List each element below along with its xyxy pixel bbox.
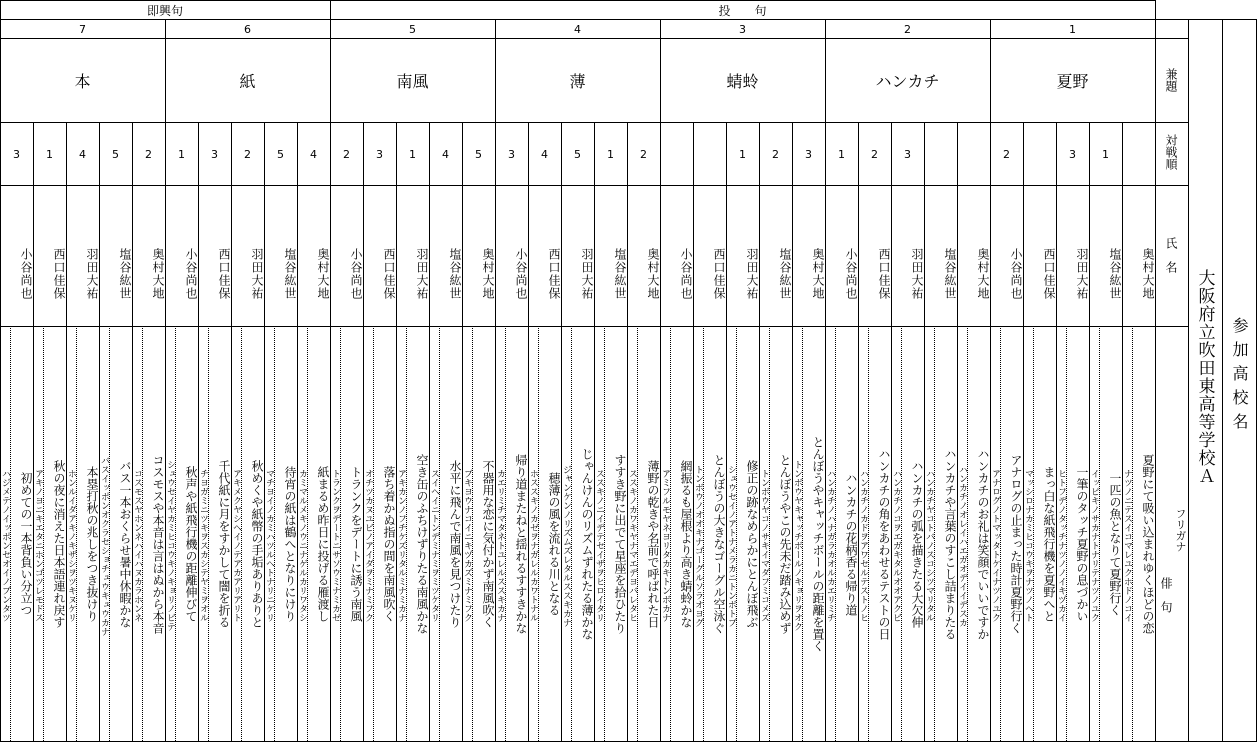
- author-name: 小谷尚也: [514, 248, 528, 300]
- author-name: 小谷尚也: [679, 248, 693, 300]
- author-name: 羽田大祐: [85, 248, 99, 300]
- author-name: 奥村大地: [316, 248, 330, 300]
- author-name: 西口佳保: [1042, 248, 1056, 300]
- haiku-furigana: オチツカヌユビノアイダヲミナミフク: [363, 469, 373, 622]
- match-order: 2: [145, 147, 152, 161]
- haiku-furigana: ハンカチヤコトバノスコシツマリタル: [924, 469, 934, 622]
- label-kendai: 兼題: [1164, 68, 1178, 92]
- haiku-furigana: カエリミチマタネトユレルススキカナ: [495, 469, 505, 622]
- haiku-furigana: ホススキノカゼヲナガレルカワトナル: [528, 469, 538, 622]
- haiku-furigana: イッピキノサカナトナリテナツノユク: [1089, 469, 1099, 622]
- author-name: 塩谷紘世: [613, 248, 627, 300]
- author-name: 西口佳保: [382, 248, 396, 300]
- haiku-furigana: ジャンケンノリズムズレタルススキカナ: [561, 464, 571, 627]
- haiku-text: じゃんけんのリズムずれたる薄かな: [580, 447, 594, 640]
- author-name: 西口佳保: [217, 248, 231, 300]
- haiku-text: 秋の夜に消えた日本語連れ戻す: [52, 459, 66, 628]
- group-topic: 南風: [396, 72, 429, 91]
- haiku-furigana: ハンカチノコヲエガキタルオオアクビ: [891, 469, 901, 622]
- haiku-furigana: アキカンノフチケズリタルミナミカナ: [396, 469, 406, 622]
- haiku-text: トランクをデートに誘う南風: [349, 465, 363, 622]
- author-name: 奥村大地: [151, 248, 165, 300]
- haiku-furigana: バスイッポンオクラセショチュウキュウカナ: [99, 455, 109, 636]
- haiku-text: ハンカチの花柄香る帰り道: [844, 471, 858, 616]
- haiku-text: 水平に飛んで南風を見つけたり: [448, 459, 462, 628]
- haiku-text: 夏野にて吸い込まれゆくほどの恋: [1141, 453, 1155, 634]
- group-topic: 紙: [239, 72, 256, 91]
- match-order: 3: [211, 147, 218, 161]
- match-order: 3: [13, 147, 20, 161]
- author-name: 塩谷紘世: [778, 248, 792, 300]
- haiku-furigana: トンボウヤコノサキイマダフミコメズ: [759, 469, 769, 622]
- match-order: [957, 123, 990, 185]
- author-name: 西口佳保: [547, 248, 561, 300]
- match-order: 2: [640, 147, 647, 161]
- haiku-furigana: ハンカチノオレイハエガオデイイデスカ: [957, 464, 967, 627]
- author-name: 羽田大祐: [910, 248, 924, 300]
- group-topic: 夏野: [1056, 72, 1089, 91]
- haiku-text: 一筆のタッチ夏野の息づかい: [1075, 465, 1089, 622]
- haiku-text: 修正の跡なめらかにとんぼ飛ぶ: [745, 459, 759, 628]
- haiku-text: 穂薄の風を流れる川となる: [547, 471, 561, 616]
- match-order: 4: [310, 147, 317, 161]
- author-name: 羽田大祐: [1075, 248, 1089, 300]
- label-furigana: フリガナ: [1174, 508, 1187, 552]
- author-name: 羽田大祐: [745, 248, 759, 300]
- author-name: 奥村大地: [811, 248, 825, 300]
- author-name: 塩谷紘世: [1108, 248, 1122, 300]
- author-name: 小谷尚也: [349, 248, 363, 300]
- haiku-furigana: チヨガミニツキヲスカシテヤミヲオル: [198, 469, 208, 622]
- participant-school-label: 参加高校名: [1230, 317, 1249, 437]
- author-name: 西口佳保: [877, 248, 891, 300]
- label-haiku: 俳 句: [1159, 577, 1173, 613]
- haiku-text: すすき野に出でて星座を拾ひたり: [613, 453, 627, 634]
- group-topic: 蜻蛉: [726, 72, 759, 91]
- haiku-furigana: マッシロナカミヒコウキヲナツノヘト: [1023, 469, 1033, 622]
- haiku-text: とんぼうの大きなゴーグル空泳ぐ: [712, 453, 726, 634]
- haiku-text: 紙まるめ昨日に投げる雁渡し: [316, 465, 330, 622]
- haiku-furigana: ススキノカワキヤナマエデヨバレタヒ: [627, 469, 637, 622]
- author-name: 奥村大地: [1141, 248, 1155, 300]
- haiku-furigana: ハジメテノイッポンセオイノブンタツ: [0, 469, 10, 622]
- group-number: 6: [244, 22, 251, 36]
- author-name: 小谷尚也: [1009, 248, 1023, 300]
- match-order: [1122, 123, 1155, 185]
- match-order: 5: [574, 147, 581, 161]
- match-order: 2: [871, 147, 878, 161]
- author-name: 西口佳保: [712, 248, 726, 300]
- match-order: 1: [739, 147, 746, 161]
- haiku-text: とんぼうやキャッチボールの距離を置く: [811, 435, 825, 652]
- match-order: 2: [1003, 147, 1010, 161]
- haiku-text: 千代紙に月をすかして闇を折る: [217, 459, 231, 628]
- match-order: 5: [475, 147, 482, 161]
- match-order: 1: [1102, 147, 1109, 161]
- group-topic: 薄: [569, 72, 586, 91]
- group-topic: 本: [74, 72, 91, 91]
- haiku-furigana: アナログノトマッタトケイナツノユク: [990, 469, 1000, 622]
- haiku-text: とんぼうやこの先未だ踏み込めず: [778, 453, 792, 634]
- author-name: 塩谷紘世: [283, 248, 297, 300]
- haiku-text: 不器用な恋に気付かず南風吹く: [481, 459, 495, 628]
- haiku-furigana: コスモスヤホンネハイハヌカラホンネ: [132, 469, 142, 622]
- haiku-text: 空き缶のふちけずりたる南風かな: [415, 453, 429, 634]
- haiku-text: 一匹の魚となりて夏野行く: [1108, 471, 1122, 616]
- author-name: 小谷尚也: [184, 248, 198, 300]
- match-order: 2: [772, 147, 779, 161]
- haiku-furigana: スイヘイニトンデミナミヲミツケタリ: [429, 469, 439, 622]
- group-topic: ハンカチ: [875, 72, 940, 91]
- author-name: 奥村大地: [481, 248, 495, 300]
- haiku-text: ハンカチや言葉のすこし詰まりたる: [943, 447, 957, 640]
- haiku-furigana: アミフルモヤネヨリタカキトンボカナ: [660, 469, 670, 622]
- header-touku: 投 句: [718, 4, 767, 18]
- haiku-text: 薄野の乾きや名前で呼ばれた日: [646, 459, 660, 628]
- haiku-furigana: ハンカチノカドヲアワセルテストノヒ: [858, 469, 868, 622]
- haiku-text: 本塁打秋の兆しをつき抜けり: [85, 465, 99, 622]
- match-order: 4: [541, 147, 548, 161]
- match-order: 1: [409, 147, 416, 161]
- haiku-text: 帰り道またねと揺れるすすきかな: [514, 453, 528, 634]
- match-order: 4: [79, 147, 86, 161]
- haiku-furigana: ヒトフデノタッチナツノノイキヅカイ: [1056, 469, 1066, 622]
- author-name: 西口佳保: [52, 248, 66, 300]
- label-column-left: [1155, 0, 1156, 741]
- label-taisenjun: 対戦順: [1164, 134, 1178, 170]
- haiku-text: 待宵の紙は鶴へとなりにけり: [283, 465, 297, 622]
- haiku-furigana: ハンカチノハナガラカオルカエリミチ: [825, 469, 835, 622]
- group-number: 3: [739, 22, 746, 36]
- haiku-furigana: トランクヲデートニサソウミナミカゼ: [330, 469, 340, 622]
- match-order: 3: [805, 147, 812, 161]
- group-number: 1: [1069, 22, 1076, 36]
- haiku-furigana: カミマルメキノウニナゲルカリワタシ: [297, 469, 307, 622]
- match-order: 1: [46, 147, 53, 161]
- match-order: 3: [904, 147, 911, 161]
- match-order: 5: [277, 147, 284, 161]
- match-order: 4: [442, 147, 449, 161]
- match-order: [924, 123, 957, 185]
- haiku-furigana: シュウセイヤカミヒコウキノキョリノビテ: [165, 460, 175, 631]
- haiku-furigana: ナツノニテスイコマレユクホドノコイ: [1122, 469, 1132, 622]
- haiku-text: 落ち着かぬ指の間を南風吹く: [382, 465, 396, 622]
- haiku-furigana: シュウセイノアトナメラカニトンボトブ: [726, 464, 736, 627]
- haiku-furigana: アキノヨニキエタニホンゴツレモドス: [33, 469, 43, 622]
- match-order: 3: [508, 147, 515, 161]
- haiku-text: アナログの止まった時計夏野行く: [1009, 453, 1023, 634]
- haiku-furigana: ススキノニイデテセイザヲヒロイタリ: [594, 469, 604, 622]
- haiku-text: コスモスや本音は言はぬから本音: [151, 453, 165, 634]
- haiku-furigana: トンボウノオオキナゴーグルソラオヨグ: [693, 464, 703, 627]
- match-order: 2: [244, 147, 251, 161]
- haiku-text: ハンカチのお礼は笑顔でいいですか: [976, 447, 990, 640]
- school-name: 大阪府立吹田東高等学校Ａ: [1194, 269, 1215, 485]
- match-order: 1: [607, 147, 614, 161]
- match-order: 1: [178, 147, 185, 161]
- match-order: 2: [343, 147, 350, 161]
- label-shimei: 氏 名: [1164, 237, 1178, 273]
- haiku-text: ハンカチの弧を描きたる大欠伸: [910, 459, 924, 628]
- haiku-text: まっ白な紙飛行機を夏野へと: [1042, 465, 1056, 622]
- match-order: 1: [838, 147, 845, 161]
- haiku-text: ハンカチの角をあわせるテストの日: [877, 447, 891, 640]
- group-number: 2: [904, 22, 911, 36]
- haiku-furigana: ホンルイダアキノキザシヲツキヌケリ: [66, 469, 76, 622]
- author-name: 羽田大祐: [580, 248, 594, 300]
- haiku-text: バス一本おくらせ暑中休暇かな: [118, 459, 132, 628]
- author-name: 羽田大祐: [250, 248, 264, 300]
- haiku-furigana: アキメクヤシヘイノテアカアリアリト: [231, 469, 241, 622]
- haiku-furigana: マチヨイノカミハツルヘトナリニケリ: [264, 469, 274, 622]
- haiku-text: 初めての一本背負い分立つ: [19, 471, 33, 616]
- haiku-text: 秋声や紙飛行機の距離伸びて: [184, 465, 198, 622]
- haiku-text: 秋めくや紙幣の手垢ありありと: [250, 459, 264, 628]
- author-name: 塩谷紘世: [943, 248, 957, 300]
- author-name: 小谷尚也: [19, 248, 33, 300]
- author-name: 羽田大祐: [415, 248, 429, 300]
- author-name: 塩谷紘世: [118, 248, 132, 300]
- author-name: 奥村大地: [646, 248, 660, 300]
- match-order: [693, 123, 726, 185]
- haiku-text: 網振るも屋根より高き蜻蛉かな: [679, 459, 693, 628]
- match-order: [660, 123, 693, 185]
- group-number: 7: [79, 22, 86, 36]
- banner-column-left: [1222, 19, 1223, 741]
- school-column-left: [1188, 19, 1189, 741]
- match-order: 3: [1069, 147, 1076, 161]
- author-name: 塩谷紘世: [448, 248, 462, 300]
- author-name: 奥村大地: [976, 248, 990, 300]
- top-border: [0, 0, 1156, 1]
- header-sokkyo: 即興句: [146, 4, 183, 18]
- haiku-furigana: トンボウヤキャッチボールノキョリヲオク: [792, 460, 802, 631]
- match-order: 3: [376, 147, 383, 161]
- match-order: [1023, 123, 1056, 185]
- author-name: 小谷尚也: [844, 248, 858, 300]
- match-order: 5: [112, 147, 119, 161]
- haiku-furigana: ブキヨウナコイニキヅカズミナミフク: [462, 469, 472, 622]
- group-number: 5: [409, 22, 416, 36]
- group-number: 4: [574, 22, 581, 36]
